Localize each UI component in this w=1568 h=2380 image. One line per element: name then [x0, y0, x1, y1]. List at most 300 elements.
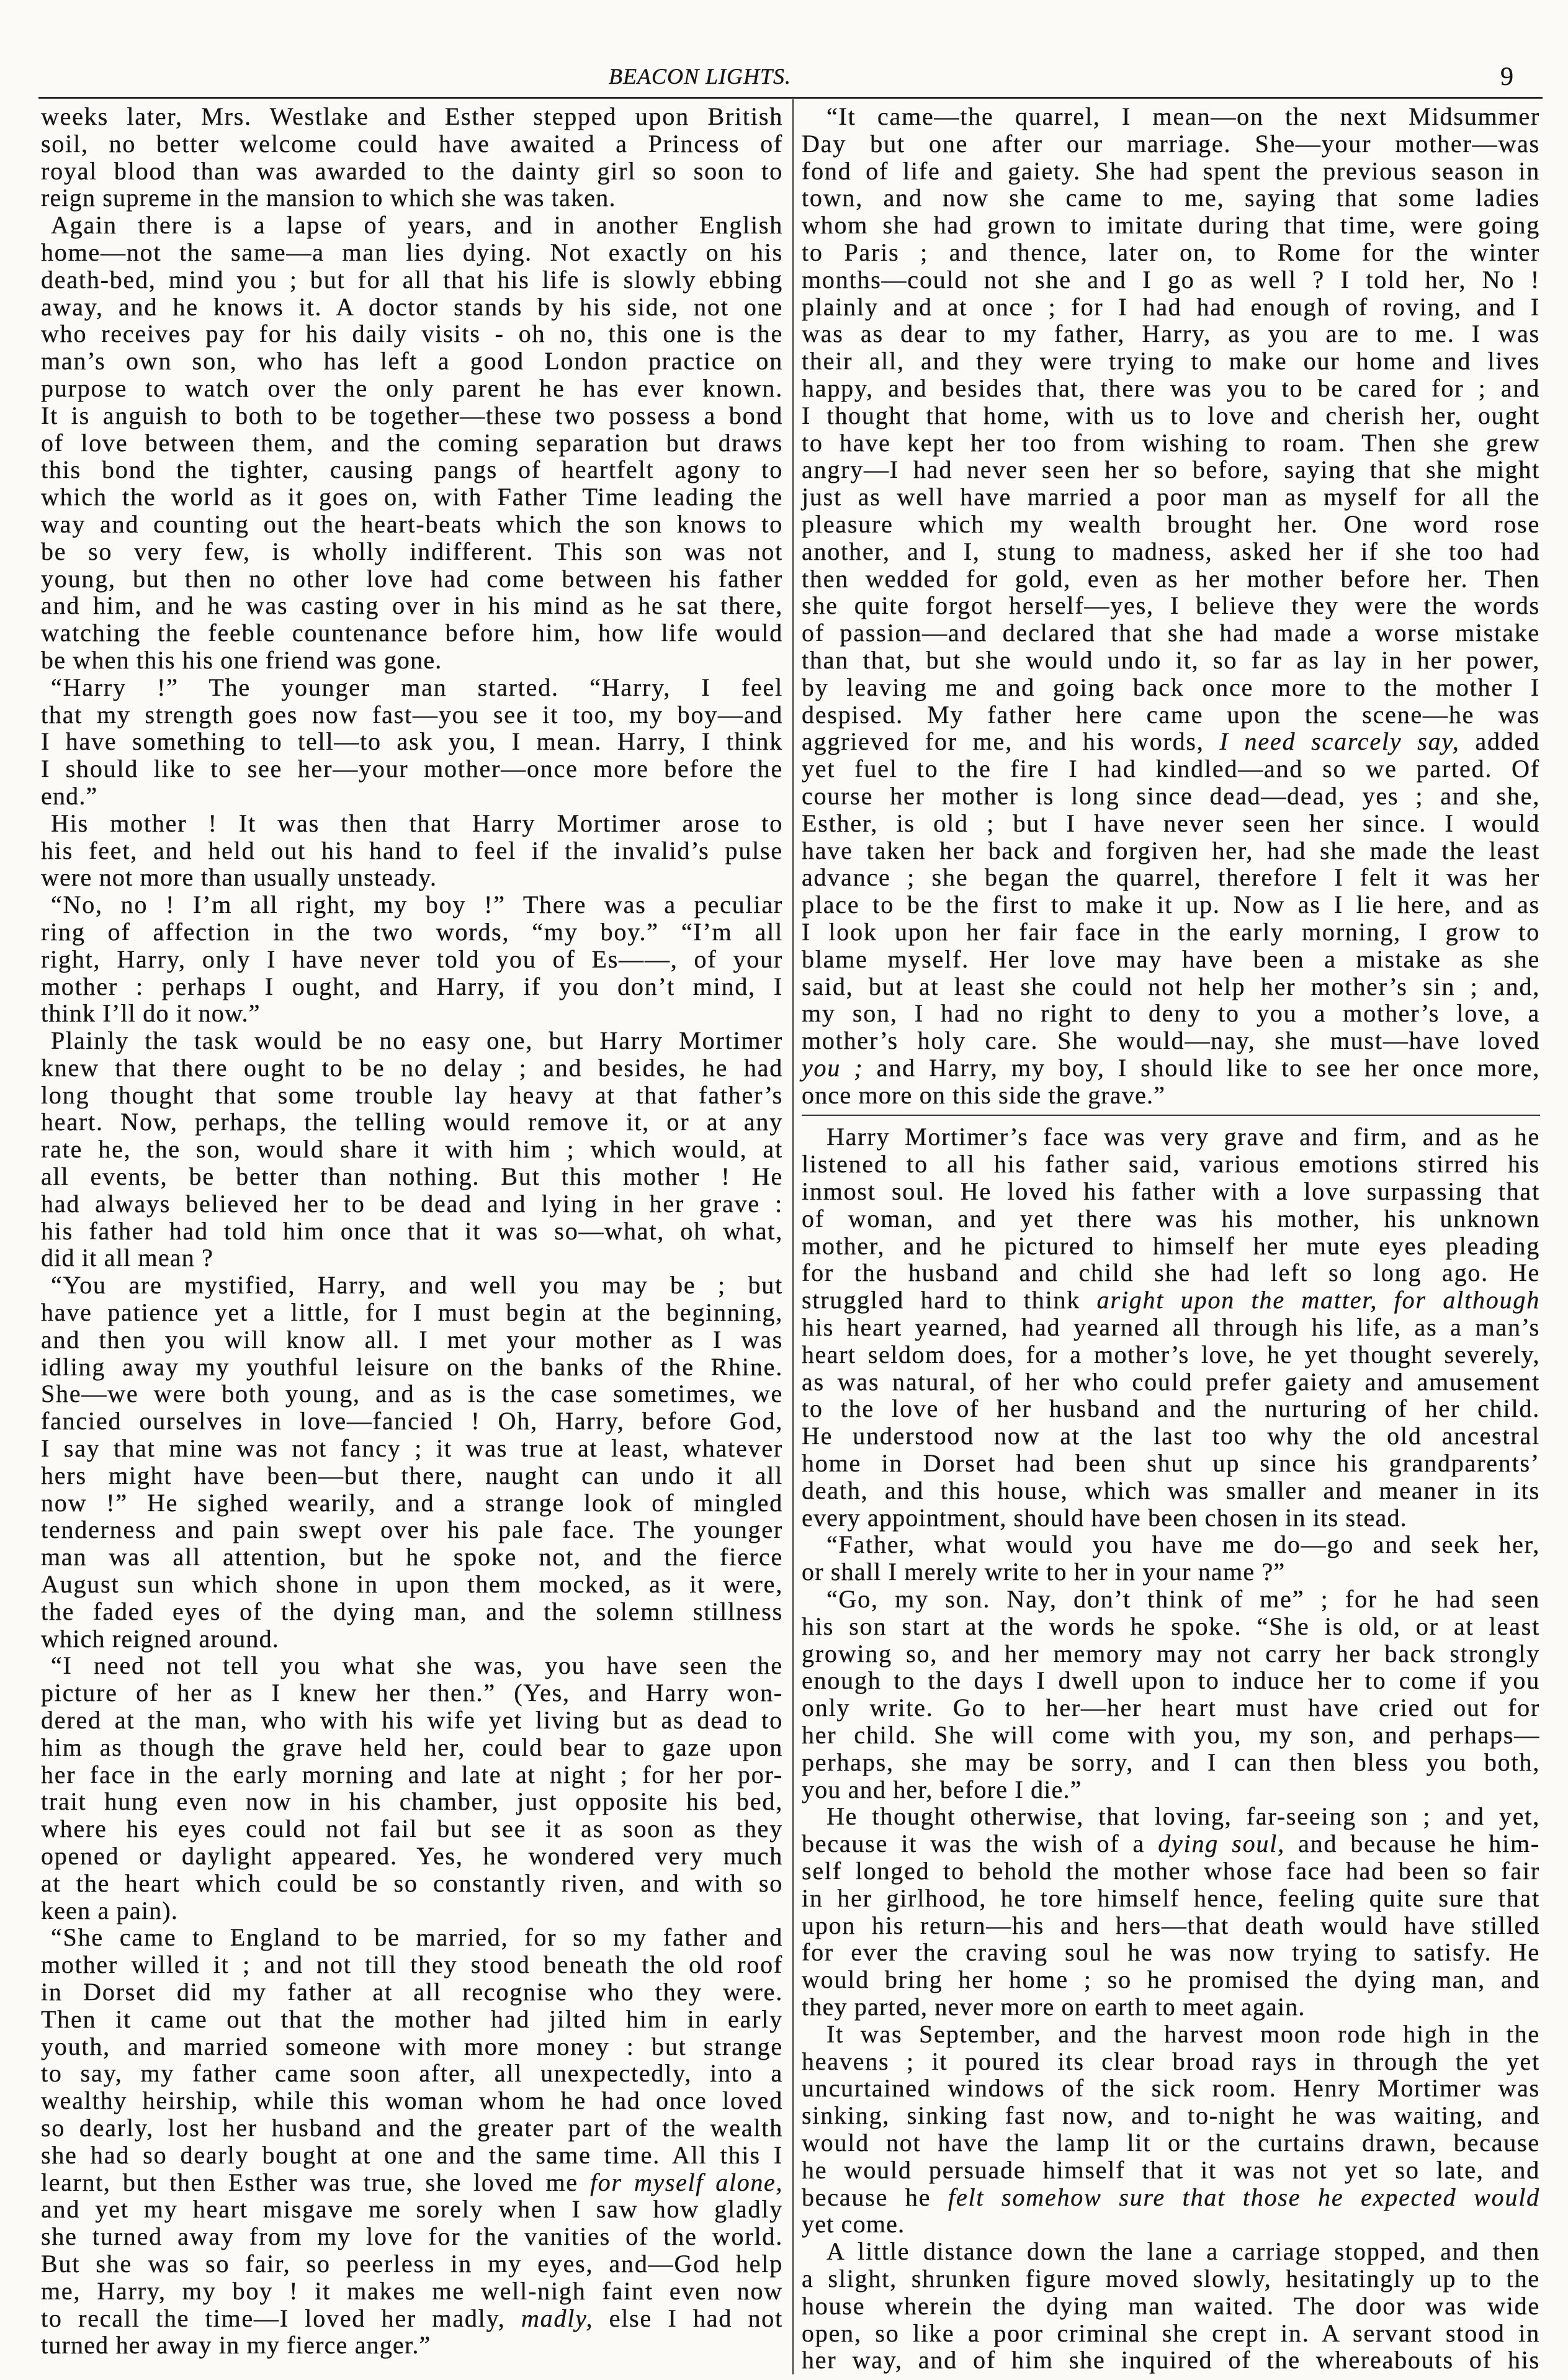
line-text: did it all mean ?	[41, 1244, 214, 1272]
line-text: tenderness and pain swept over his pale face. The younger	[41, 1516, 783, 1544]
text-line	[41, 1543, 783, 1571]
text-line	[802, 1395, 1540, 1422]
text-line	[802, 2292, 1540, 2320]
text-line	[41, 2332, 783, 2359]
line-text: It was September, and the harvest moon rode high in the	[827, 2019, 1540, 2048]
text-line	[41, 1082, 783, 1109]
emphasis-text: madly,	[521, 2304, 594, 2332]
text-line	[802, 1054, 1540, 1082]
text-line	[41, 1218, 783, 1245]
text-line	[41, 728, 783, 755]
paragraph	[41, 810, 783, 891]
paragraph	[802, 1586, 1540, 1803]
line-text: But she was so fair, so peerless in my eyes, and—God help	[41, 2249, 783, 2278]
text-line	[802, 1613, 1540, 1640]
line-text: they parted, never more on earth to meet again.	[802, 1992, 1306, 2021]
line-text: despised. My father here came upon the scene—he was	[802, 700, 1540, 729]
line-text: have patience yet a little, for I must begin at the beginning,	[41, 1298, 783, 1327]
text-line	[802, 456, 1540, 483]
line-text: where his eyes could not fail but see it as soon as they	[41, 1815, 783, 1843]
line-text: growing so, and her memory may not carry her back strongly	[802, 1639, 1540, 1668]
text-line	[41, 973, 783, 1000]
text-line	[802, 864, 1540, 891]
line-text: him as though the grave held her, could bear to gaze upon	[41, 1733, 783, 1761]
line-text: be so very few, is wholly indifferent. This son was not	[41, 537, 783, 565]
text-line	[802, 1000, 1540, 1027]
line-text: August sun which shone in upon them mocked, as it were,	[41, 1570, 783, 1599]
text-line	[802, 1368, 1540, 1396]
text-line	[802, 1640, 1540, 1668]
paragraph	[41, 212, 783, 674]
text-line	[802, 1205, 1540, 1233]
line-text: for the husband and child she had left so long ago. He	[802, 1259, 1540, 1287]
text-line	[802, 1027, 1540, 1054]
text-line	[41, 1489, 783, 1517]
text-line	[41, 1408, 783, 1435]
paragraph	[802, 1803, 1540, 2020]
line-text: rate he, the son, would share it with him ; which would, at	[41, 1135, 783, 1164]
line-text: once more on this side the grave.”	[802, 1080, 1166, 1109]
text-line	[41, 1951, 783, 1978]
text-line	[802, 2238, 1540, 2265]
line-text: another, and I, stung to madness, asked her if she too had	[802, 537, 1540, 565]
line-text: keen a pain).	[41, 1896, 179, 1924]
text-line	[802, 294, 1540, 321]
text-line	[802, 511, 1540, 538]
line-text	[802, 2183, 1540, 2211]
line-text: of woman, and yet there was his mother, his unknown	[802, 1204, 1540, 1233]
text-line	[802, 1830, 1540, 1857]
text-segment: to recall the time—I loved her madly,	[41, 2304, 521, 2332]
page-number: 9	[1500, 63, 1513, 91]
line-text: the faded eyes of the dying man, and the solemn stillness	[41, 1597, 783, 1625]
line-text: her face in the early morning and late at night ; for her por-	[41, 1760, 783, 1789]
text-line	[802, 1722, 1540, 1749]
line-text: whom she had grown to imitate during that time, were going	[802, 211, 1540, 240]
line-text: his heart yearned, had yearned all through his life, as a man’s	[802, 1313, 1540, 1342]
text-segment: else I had not	[593, 2304, 784, 2332]
line-text	[41, 2168, 783, 2196]
line-text	[802, 1286, 1540, 1314]
paragraph	[41, 1272, 783, 1652]
line-text: home in Dorset had been shut up since his grandparents’	[802, 1449, 1540, 1478]
line-text: now !” He sighed wearily, and a strange look of mingled	[41, 1488, 783, 1517]
text-line	[41, 1244, 783, 1272]
paragraph	[41, 891, 783, 1027]
text-line	[802, 1776, 1540, 1803]
line-text: ring of affection in the two words, “my boy.” “I’m all	[41, 917, 783, 946]
text-line	[802, 184, 1540, 212]
text-line	[41, 1598, 783, 1625]
line-text: wealthy heirship, while this woman whom he had once loved	[41, 2086, 783, 2115]
text-line	[41, 2169, 783, 2196]
line-text: man’s own son, who has left a good London practice on	[41, 347, 783, 375]
line-text: heart seldom does, for a mother’s love, he yet thought severely,	[802, 1340, 1540, 1368]
header-rule	[38, 97, 1543, 99]
text-line	[41, 103, 783, 130]
text-line	[802, 538, 1540, 565]
text-segment: aggrieved for me, and his words,	[802, 727, 1220, 756]
paragraph	[41, 1652, 783, 1924]
text-line	[41, 348, 783, 375]
line-text: as was natural, of her who could prefer gaiety and amusement	[802, 1367, 1540, 1396]
text-line	[802, 1259, 1540, 1287]
line-text	[802, 727, 1540, 755]
running-head-title: BEACON LIGHTS.	[608, 64, 792, 89]
line-text: or shall I merely write to her in your name ?”	[802, 1558, 1286, 1586]
line-text: He understood now at the last too why the old ancestral	[802, 1422, 1540, 1450]
line-text: reign supreme in the mansion to which she was taken.	[41, 184, 616, 212]
text-line	[802, 592, 1540, 619]
paragraph	[41, 1924, 783, 2359]
column-divider	[792, 99, 794, 2374]
line-text: death, and this house, which was smaller and meaner in its	[802, 1476, 1540, 1504]
text-line	[802, 1885, 1540, 1912]
line-text: enough to the days I dwell upon to induce her to come if you	[802, 1666, 1540, 1695]
line-text: away, and he knows it. A doctor stands by his side, not one	[41, 292, 783, 321]
text-line	[802, 239, 1540, 266]
line-text: have taken her back and forgiven her, had she made the least	[802, 836, 1540, 864]
text-line	[802, 375, 1540, 402]
line-text: Plainly the task would be no easy one, but Harry Mortimer	[51, 1026, 783, 1055]
line-text: months—could not she and I go as well ? I told her, No !	[802, 265, 1540, 294]
line-text: purpose to watch over the only parent he has ever known.	[41, 374, 783, 402]
text-line	[802, 1178, 1540, 1205]
text-line	[802, 2265, 1540, 2292]
text-line	[802, 1341, 1540, 1368]
text-line	[41, 837, 783, 864]
text-line	[41, 1354, 783, 1381]
text-line	[41, 2250, 783, 2278]
line-text: listened to all his father said, various emotions stirred his	[802, 1150, 1540, 1179]
text-line	[802, 1151, 1540, 1178]
text-line	[41, 1815, 783, 1843]
paragraph	[802, 2021, 1540, 2238]
line-text: to the love of her husband and the nurturing of her child.	[802, 1394, 1540, 1423]
text-line	[802, 946, 1540, 973]
text-line	[802, 2102, 1540, 2129]
line-text: at the heart which could be so constantly riven, and with so	[41, 1869, 783, 1897]
line-text: Day but one after our marriage. She—your mother—was	[802, 129, 1540, 158]
emphasis-text: felt somehow sure that those he expected would	[948, 2183, 1540, 2211]
line-text: this bond the tighter, causing pangs of heartfelt agony to	[41, 456, 783, 484]
text-line	[802, 212, 1540, 239]
text-line	[41, 1299, 783, 1326]
line-text: place to be the first to make it up. Now as I lie here, and as	[802, 891, 1540, 919]
line-text: that my strength goes now fast—you see it too, my boy—and	[41, 700, 783, 729]
text-line	[802, 1586, 1540, 1613]
left-column	[41, 103, 783, 2359]
line-text: royal blood than was awarded to the dainty girl so soon to	[41, 156, 783, 185]
line-text: in Dorset did my father at all recognise who they were.	[41, 1977, 783, 2006]
text-segment: learnt, but then Esther was true, she loved me	[41, 2168, 591, 2196]
text-segment: because it was the wish of a	[802, 1830, 1158, 1858]
text-line	[41, 946, 783, 973]
text-line	[802, 783, 1540, 810]
paragraph	[41, 1027, 783, 1272]
text-line	[41, 1272, 783, 1299]
text-line	[802, 1082, 1540, 1109]
text-line	[41, 1571, 783, 1598]
text-line	[802, 1477, 1540, 1504]
text-line	[802, 1857, 1540, 1885]
text-line	[41, 592, 783, 619]
line-text: of love between them, and the coming separation but draws	[41, 428, 783, 457]
line-text: “No, no ! I’m all right, my boy !” There was a peculiar	[51, 891, 783, 919]
emphasis-text: dying soul,	[1158, 1830, 1285, 1858]
line-text: “Father, what would you have me do—go and seek her,	[827, 1530, 1540, 1559]
line-text: mother’s holy care. She would—nay, she must—have loved	[802, 1026, 1540, 1055]
text-line	[802, 728, 1540, 755]
line-text: think I’ll do it now.”	[41, 999, 261, 1028]
line-text: he would persuade himself that it was not yet so late, and	[802, 2155, 1540, 2184]
line-text: His mother ! It was then that Harry Mortimer arose to	[51, 809, 783, 837]
text-line	[802, 1450, 1540, 1477]
text-line	[41, 755, 783, 783]
text-line	[802, 1558, 1540, 1586]
line-text: was as dear to my father, Harry, as you are to me. I was	[802, 320, 1540, 348]
line-text: said, but at least she could not help her mother’s sin ; and,	[802, 972, 1540, 1000]
text-segment: and because he him-	[1284, 1830, 1541, 1858]
text-line	[41, 538, 783, 565]
emphasis-text: aright upon the matter, for although	[1096, 1286, 1540, 1314]
line-text: yet fuel to the fire I had kindled—and so we parted. Of	[802, 755, 1540, 783]
text-line	[802, 565, 1540, 593]
line-text: watching the feeble countenance before him, how life would	[41, 619, 783, 647]
line-text: I say that mine was not fancy ; it was true at least, whatever	[41, 1434, 783, 1463]
text-line	[802, 755, 1540, 783]
line-text: weeks later, Mrs. Westlake and Esther stepped upon British	[41, 102, 783, 130]
text-line	[802, 158, 1540, 185]
text-segment: added	[1459, 727, 1540, 756]
text-line	[41, 701, 783, 729]
text-line	[802, 918, 1540, 946]
line-text: town, and now she came to me, saying that some ladies	[802, 184, 1540, 212]
line-text: would not have the lamp lit or the curtains drawn, because	[802, 2128, 1540, 2157]
paragraph	[802, 1123, 1540, 1531]
line-text: hers might have been—but there, naught can undo it all	[41, 1461, 783, 1489]
text-line	[41, 1516, 783, 1543]
text-line	[41, 429, 783, 457]
text-line	[802, 1233, 1540, 1260]
text-line	[802, 1287, 1540, 1314]
text-line	[802, 2021, 1540, 2048]
text-segment: struggled hard to think	[802, 1286, 1097, 1314]
line-text: yet come.	[802, 2210, 905, 2239]
text-line	[802, 103, 1540, 130]
text-line	[41, 1843, 783, 1870]
text-line	[802, 266, 1540, 294]
line-text: man was all attention, but he spoke not, and the fierce	[41, 1543, 783, 1571]
text-line	[41, 130, 783, 158]
line-text: turned her away in my fierce anger.”	[41, 2331, 431, 2360]
line-text: Esther, is old ; but I have never seen her since. I would	[802, 809, 1540, 837]
text-line	[802, 2346, 1540, 2374]
text-line	[802, 320, 1540, 348]
text-line	[41, 864, 783, 891]
text-line	[802, 973, 1540, 1000]
line-text	[802, 1054, 1540, 1082]
line-text: she turned away from my love for the vanities of the world.	[41, 2222, 783, 2251]
line-text: and him, and he was casting over in his mind as he sat there,	[41, 591, 783, 620]
line-text: It is anguish to both to be together—these two possess a bond	[41, 401, 783, 429]
text-line	[802, 1749, 1540, 1776]
line-text: inmost soul. He loved his father with a love surpassing that	[802, 1177, 1540, 1206]
line-text: “You are mystified, Harry, and well you may be ; but	[51, 1271, 783, 1300]
text-line	[41, 2278, 783, 2305]
line-text: had always believed her to be dead and lying in her grave :	[41, 1189, 783, 1218]
text-line	[41, 1788, 783, 1815]
text-line	[41, 2060, 783, 2087]
line-text: then wedded for gold, even as her mother before her. Then	[802, 564, 1540, 593]
line-text: knew that there ought to be no delay ; and besides, he had	[41, 1053, 783, 1082]
line-text: me, Harry, my boy ! it makes me well-nigh faint even now	[41, 2276, 783, 2305]
paragraph	[41, 674, 783, 810]
line-text: her way, and of him she inquired of the whereabouts of his	[802, 2346, 1540, 2374]
line-text: every appointment, should have been chosen in its stead.	[802, 1503, 1407, 1532]
line-text: way and counting out the heart-beats which the son knows to	[41, 510, 783, 538]
line-text: upon his return—his and hers—that death would have stilled	[802, 1911, 1540, 1939]
text-line	[41, 266, 783, 294]
line-text	[802, 1830, 1540, 1857]
line-text: pleasure which my wealth brought her. One word rose	[802, 510, 1540, 538]
text-line	[802, 674, 1540, 701]
text-line	[41, 1707, 783, 1734]
line-text: fancied ourselves in love—fancied ! Oh, Harry, before God,	[41, 1407, 783, 1435]
text-line	[802, 483, 1540, 511]
text-line	[41, 1000, 783, 1027]
text-line	[802, 619, 1540, 647]
text-line	[802, 348, 1540, 375]
line-text: idling away my youthful leisure on the banks of the Rhine.	[41, 1352, 783, 1381]
text-line	[802, 891, 1540, 918]
text-line	[802, 1531, 1540, 1558]
right-column	[802, 103, 1540, 2374]
text-line	[41, 1761, 783, 1789]
line-text: She—we were both young, and as is the case sometimes, we	[41, 1380, 783, 1408]
line-text: their all, and they were trying to make our home and lives	[802, 347, 1540, 375]
line-text: open, so like a poor criminal she crept in. A servant stood in	[802, 2319, 1540, 2347]
line-text: just as well have married a poor man as myself for all the	[802, 483, 1540, 511]
text-line	[802, 1504, 1540, 1532]
line-text: all events, be better than nothing. But this mother ! He	[41, 1162, 783, 1191]
text-line	[802, 810, 1540, 837]
line-text: advance ; she began the quarrel, therefore I felt it was her	[802, 863, 1540, 892]
text-line	[802, 402, 1540, 429]
line-text: long thought that some trouble lay heavy at that father’s	[41, 1080, 783, 1109]
line-text: she had so dearly bought at one and the same time. All this I	[41, 2140, 783, 2169]
line-text: end.”	[41, 781, 98, 810]
line-text: opened or daylight appeared. Yes, he wondered very much	[41, 1842, 783, 1870]
line-text: youth, and married someone with more money : but strange	[41, 2032, 783, 2060]
line-text: mother, and he pictured to himself her mute eyes pleading	[802, 1231, 1540, 1260]
line-text: would bring her home ; so he promised the dying man, and	[802, 1965, 1540, 1994]
text-line	[41, 565, 783, 593]
line-text: my son, I had no right to deny to you a mother’s love, a	[802, 999, 1540, 1028]
text-line	[802, 130, 1540, 158]
line-text: his feet, and held out his hand to feel if the invalid’s pulse	[41, 836, 783, 864]
text-line	[41, 891, 783, 918]
text-line	[802, 2184, 1540, 2211]
text-line	[41, 2114, 783, 2142]
text-line	[802, 1803, 1540, 1830]
line-text: happy, and besides that, there was you to be cared for ; and	[802, 374, 1540, 402]
text-line	[41, 1380, 783, 1408]
emphasis-text: I need scarcely say,	[1219, 727, 1460, 756]
line-text: dered at the man, who with his wife yet living but as dead to	[41, 1706, 783, 1735]
line-text: trait hung even now in his chamber, just opposite his bed,	[41, 1787, 783, 1816]
text-line	[41, 1625, 783, 1653]
line-text: I have something to tell—to ask you, I mean. Harry, I think	[41, 727, 783, 756]
text-line	[41, 918, 783, 946]
line-text: mother : perhaps I ought, and Harry, if you don’t mind, I	[41, 972, 783, 1000]
line-text: and then you will know all. I met your mother as I was	[41, 1325, 783, 1354]
text-line	[41, 1897, 783, 1924]
line-text: course her mother is long since dead—dead, yes ; and she,	[802, 781, 1540, 810]
text-line	[802, 2157, 1540, 2184]
line-text: who receives pay for his daily visits - oh no, this one is the	[41, 320, 783, 348]
line-text: you and her, before I die.”	[802, 1775, 1082, 1803]
line-text: in her girlhood, he tore himself hence, feeling quite sure that	[802, 1884, 1540, 1912]
text-line	[41, 810, 783, 837]
line-text: of passion—and declared that she had made a worse mistake	[802, 619, 1540, 647]
text-line	[41, 2033, 783, 2060]
line-text: by leaving me and going back once more to the mother I	[802, 673, 1540, 701]
line-text: be when this his one friend was gone.	[41, 645, 442, 674]
paragraph	[41, 103, 783, 212]
text-line	[802, 837, 1540, 864]
line-text: “Harry !” The younger man started. “Harry, I feel	[51, 673, 783, 701]
text-line	[41, 1435, 783, 1462]
line-text: I should like to see her—your mother—once more before the	[41, 755, 783, 783]
text-line	[41, 1190, 783, 1218]
text-line	[41, 1108, 783, 1136]
line-text: a slight, shrunken figure moved slowly, hesitatingly up to the	[802, 2264, 1540, 2292]
emphasis-text: for myself alone,	[590, 2168, 784, 2196]
line-text: Harry Mortimer’s face was very grave and firm, and as he	[827, 1123, 1540, 1151]
text-line	[41, 1734, 783, 1761]
text-line	[41, 212, 783, 239]
text-line	[41, 511, 783, 538]
line-text: to say, my father came soon after, all unexpectedly, into a	[41, 2059, 783, 2088]
line-text: I thought that home, with us to love and cherish her, ought	[802, 401, 1540, 429]
text-line	[41, 1652, 783, 1679]
line-text: heart. Now, perhaps, the telling would remove it, or at any	[41, 1108, 783, 1136]
line-text: right, Harry, only I have never told you of Es——, of your	[41, 945, 783, 973]
text-segment: and Harry, my boy, I should like to see her once more,	[863, 1053, 1541, 1082]
emphasis-text: you ;	[802, 1053, 864, 1082]
text-line	[41, 402, 783, 429]
text-line	[802, 2129, 1540, 2157]
line-text: soil, no better welcome could have awaited a Princess of	[41, 129, 783, 158]
paragraph	[802, 103, 1540, 1108]
line-text: heavens ; it poured its clear broad rays in through the yet	[802, 2047, 1540, 2075]
text-line	[41, 1462, 783, 1489]
line-text: “She came to England to be married, for so my father and	[51, 1923, 783, 1952]
text-line	[41, 647, 783, 674]
text-line	[802, 701, 1540, 729]
text-line	[41, 1679, 783, 1707]
line-text: sinking, sinking fast now, and to-night he was waiting, and	[802, 2101, 1540, 2130]
line-text: death-bed, mind you ; but for all that his life is slowly ebbing	[41, 265, 783, 294]
text-line	[802, 1966, 1540, 1993]
line-text: house wherein the dying man waited. The door was wide	[802, 2291, 1540, 2320]
text-line	[802, 429, 1540, 457]
line-text: uncurtained windows of the sick room. Henry Mortimer was	[802, 2074, 1540, 2103]
text-line	[802, 1912, 1540, 1939]
text-segment: because he	[802, 2183, 949, 2211]
text-line	[41, 239, 783, 266]
